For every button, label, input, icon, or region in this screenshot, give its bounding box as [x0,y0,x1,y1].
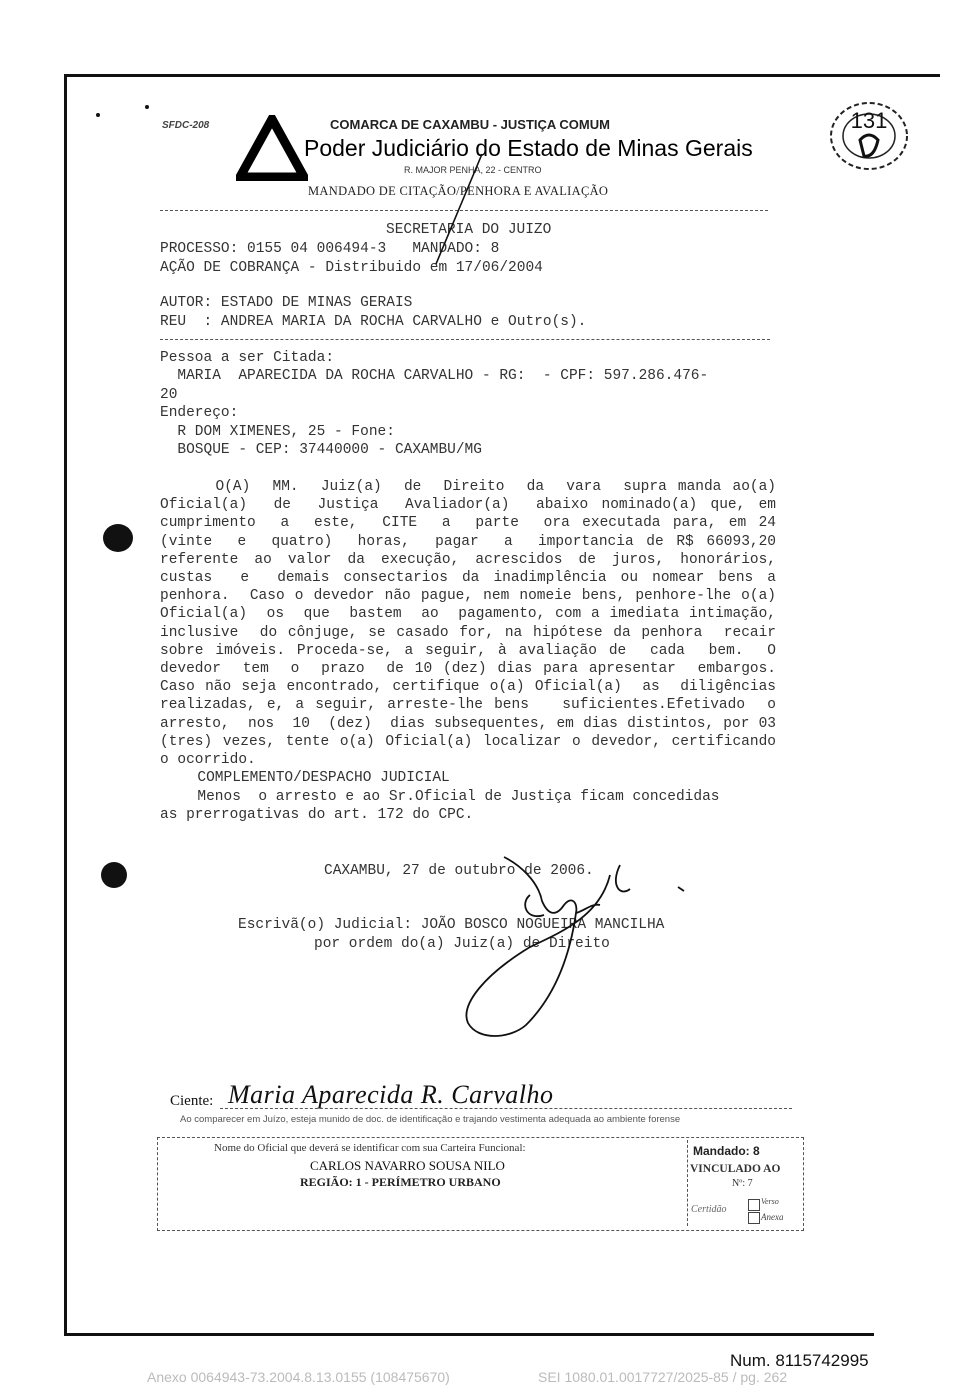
anexa-label: Anexa [761,1212,784,1222]
vinculado-label: VINCULADO AO [690,1163,781,1175]
complemento-line-1: Menos o arresto e ao Sr.Oficial de Justiça ficam concedidas [180,789,720,805]
mandate-body-text: O(A) MM. Juiz(a) de Direito da vara supra manda ao(a) Oficial(a) de Justiça Avaliador(a) abaixo nominado(a) que, em cumprimento a este, CITE a parte ora executada para, em 24 (vinte e quatro) horas, pagar a importancia de R$ 66093,20 referente ao valor da execução, acrescidos de juros, honorários, custas e demais consectarios da inadimplência ou nomear bens a penhora. Caso o devedor não pague, nem nomeie bens, penhore-lhe o(a) Oficial(a) os que bastem ao pagamento, com a imediata intimação, inclusive do cônjuge, se casado for, na hipótese da penhora recair sobre imóveis. Proceda-se, a seguir, à avaliação de cada bem. O devedor tem o prazo de 10 (dez) dias para apresentar embargos. Caso não seja encontrado, certifique o(a) Oficial(a) as diligências realizadas, e, a seguir, arreste-lhe bens suficientes.Efetivado o arresto, nos 10 (dez) dias subsequentes, em dias distintos, por 03 (tres) vezes, tente o(a) Oficial(a) localizar o devedor, certificando o ocorrido. [160,479,794,769]
ciente-label: Ciente: [170,1093,214,1109]
court-address: R. MAJOR PENHA, 22 - CENTRO [404,165,542,175]
reu-line: REU : ANDREA MARIA DA ROCHA CARVALHO e Outro(s). [160,314,587,330]
punch-hole-mark [101,862,127,888]
page-frame-left [64,74,67,1336]
officer-heading: Nome do Oficial que deverá se identificar com sua Carteira Funcional: [214,1142,526,1154]
autor-line: AUTOR: ESTADO DE MINAS GERAIS [160,295,413,311]
verso-checkbox[interactable] [748,1199,760,1211]
dot-mark [145,105,149,109]
comarca-title: COMARCA DE CAXAMBU - JUSTIÇA COMUM [330,117,610,132]
endereco-line-1: R DOM XIMENES, 25 - Fone: [160,424,395,440]
form-code: SFDC-208 [162,120,210,131]
ordem-line: por ordem do(a) Juiz(a) de Direito [314,936,610,952]
pessoa-line-1: MARIA APARECIDA DA ROCHA CARVALHO - RG: - CPF: 597.286.476- [160,368,709,384]
verso-label: Verso [761,1197,779,1206]
officer-box-separator [687,1140,688,1226]
page-frame-bottom [64,1333,874,1336]
page-number-stamp [826,100,912,172]
stamp-number: 131 [850,108,888,133]
complemento-line-2: as prerrogativas do art. 172 do CPC. [160,807,474,823]
escriva-line: Escrivã(o) Judicial: JOÃO BOSCO NOGUEIRA MANCILHA [238,917,665,933]
pen-stroke [430,150,490,270]
acao-line: AÇÃO DE COBRANÇA - Distribuido em 17/06/2004 [160,260,543,276]
judge-signature [460,845,700,1045]
punch-hole-mark [103,524,133,552]
pessoa-label: Pessoa a ser Citada: [160,350,335,366]
dot-mark [96,113,100,117]
processo-line: PROCESSO: 0155 04 006494-3 MANDADO: 8 [160,241,500,257]
document-type-title: MANDADO DE CITAÇÃO/PENHORA E AVALIAÇÃO [308,184,609,198]
endereco-label: Endereço: [160,405,239,421]
vinculado-number: Nº: 7 [732,1178,753,1189]
document-number: Num. 8115742995 [730,1351,869,1370]
citee-signature: Maria Aparecida R. Carvalho [228,1080,554,1109]
endereco-line-2: BOSQUE - CEP: 37440000 - CAXAMBU/MG [160,442,482,458]
case-divider [160,339,770,340]
ciente-notice: Ao comparecer em Juízo, esteja munido de doc. de identificação e trajando vestimenta adequada ao ambiente forense [180,1114,681,1125]
poder-judiciario-title: Poder Judiciário do Estado de Minas Gerais [304,135,753,161]
officer-name: CARLOS NAVARRO SOUSA NILO [310,1158,505,1173]
complemento-label: COMPLEMENTO/DESPACHO JUDICIAL [180,770,450,786]
ciente-underline [220,1108,792,1109]
officer-region: REGIÃO: 1 - PERÍMETRO URBANO [300,1175,501,1189]
page-frame-top [64,74,940,77]
anexo-reference: Anexo 0064943-73.2004.8.13.0155 (108475670) [147,1369,450,1385]
date-line: CAXAMBU, 27 de outubro de 2006. [324,863,594,879]
sei-reference: SEI 1080.01.0017727/2025-85 / pg. 262 [538,1369,788,1385]
secretaria-label: SECRETARIA DO JUIZO [386,222,552,238]
coat-of-arms-logo [236,115,308,181]
mandado-number: Mandado: 8 [693,1144,760,1158]
anexa-checkbox[interactable] [748,1212,760,1224]
pessoa-line-2: 20 [160,387,178,403]
certidao-label: Certidão [691,1204,727,1215]
